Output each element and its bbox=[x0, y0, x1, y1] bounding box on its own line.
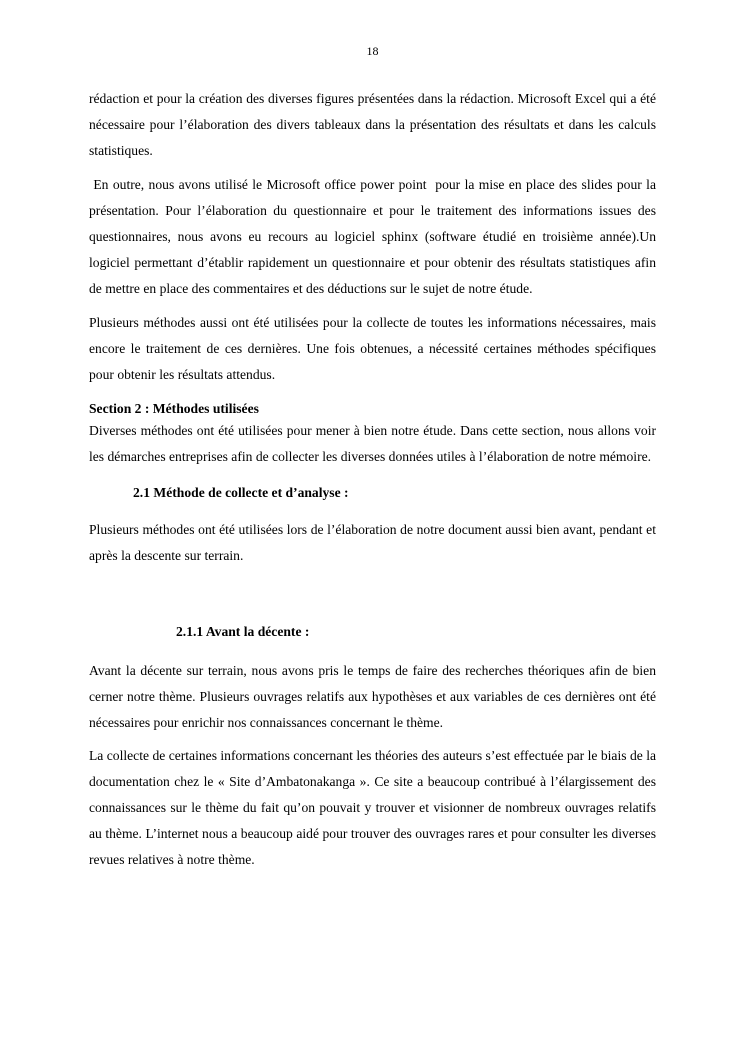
page-number: 18 bbox=[366, 44, 379, 58]
document-body bbox=[89, 86, 660, 872]
paragraph-tools-excel: rédaction et pour la création des diverses figures présentées dans la rédaction. Microsoft Excel qui a été nécessaire pour l’élaboration des divers tableaux dans la présentation des résultats et dans les calculs statistiques. bbox=[89, 91, 656, 158]
subsection-2-1-1-heading: 2.1.1 Avant la décente : bbox=[176, 623, 310, 639]
paragraph-powerpoint-sphinx: En outre, nous avons utilisé le Microsoft office power point pour la mise en place des slides pour la présentation. Pour l’élaboration du questionnaire et pour le traitement des informations issues des questionnaires, nous avons eu recours au logiciel sphinx (software étudié en troisième année).Un logiciel permettant d’établir rapidement un questionnaire et pour obtenir des résultats statistiques afin de mettre en place des commentaires et des déductions sur le sujet de notre étude. bbox=[89, 177, 660, 296]
subsection-2-1-heading: 2.1 Méthode de collecte et d’analyse : bbox=[133, 485, 349, 501]
section-2-heading: Section 2 : Méthodes utilisées bbox=[89, 400, 259, 416]
subsection-2-1-1-paragraph-1: Avant la décente sur terrain, nous avons pris le temps de faire des recherches théoriques afin de bien cerner notre thème. Plusieurs ouvrages relatifs aux hypothèses et aux variables de ces dernières ont été nécessaires pour enrichir nos connaissances concernant le thème. bbox=[89, 662, 656, 730]
subsection-2-1-text: Plusieurs méthodes ont été utilisées lors de l’élaboration de notre document aussi bien avant, pendant et après la descente sur terrain. bbox=[89, 522, 656, 564]
section-2-intro: Diverses méthodes ont été utilisées pour mener à bien notre étude. Dans cette section, nous allons voir les démarches entreprises afin de collecter les diverses données utiles à l’élaboration de notre mémoire. bbox=[89, 422, 656, 464]
paragraph-methods-overview: Plusieurs méthodes aussi ont été utilisées pour la collecte de toutes les informations nécessaires, mais encore le traitement de ces dernières. Une fois obtenues, a nécessité certaines méthodes spécifiques pour obtenir les résultats attendus. bbox=[89, 315, 656, 382]
subsection-2-1-1-paragraph-2: La collecte de certaines informations concernant les théories des auteurs s’est effectuée par le biais de la documentation chez le « Site d’Ambatonakanga ». Ce site a beaucoup contribué à l’élargissement des connaissances sur le thème du fait qu’on pouvait y trouver et visionner de nombreux ouvrages relatifs au thème. L’internet nous a beaucoup aidé pour trouver des ouvrages rares et pour consulter les diverses revues relatives à notre thème. bbox=[89, 748, 656, 867]
